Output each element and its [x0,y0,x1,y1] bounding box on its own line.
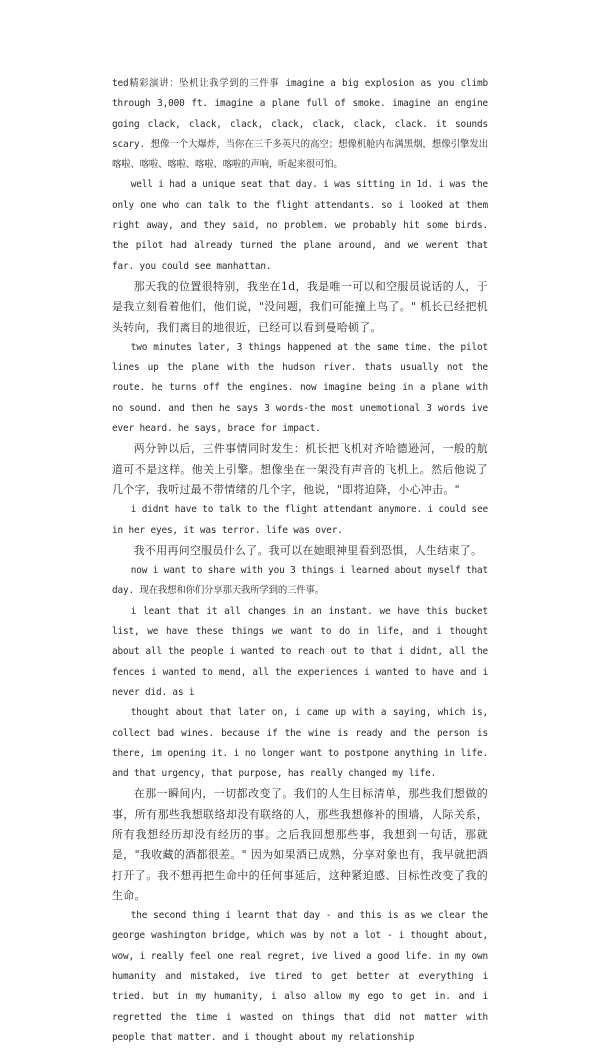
paragraph-terror: i didnt have to talk to the flight attendant anymore. i could see in her eyes, it was terror. life was over. [112,504,488,536]
paragraph-brace-for-impact-chinese: 两分钟以后，三件事情同时发生：机长把飞机对齐哈德逊河，一般的航道可不是这样。他关上引擎。想像坐在一架没有声音的飞机上。然后他说了几个字，我听过最不带情绪的几个字，他说，"即将迫降，小心冲击。" [112,442,488,496]
article-body [112,74,488,1048]
paragraph-bucket-list: i leant that it all changes in an instant. we have this bucket list, we have these things we want to do in life, and i thought about all the people i wanted to reach out to that i didnt, all the fences i wanted to mend, all the experiences i wanted to have and i never did. as i [112,605,488,698]
paragraph-seat-1d-chinese: 那天我的位置很特别，我坐在1d，我是唯一可以和空服员说话的人，于是我立刻看着他们，他们说，"没问题，我们可能撞上鸟了。" 机长已经把机头转向，我们离目的地很近，已经可以看到曼哈顿了。 [112,279,488,334]
paragraph-brace-for-impact: two minutes later, 3 things happened at the same time. the pilot lines up the plane with the hudson river. thats usually not the route. he turns off the engines. now imagine being in a plane with no sound. and then he says 3 words-the most unemotional 3 words ive ever heard. he says, brace for impact. [112,341,488,435]
paragraph-bucket-list-chinese: 在那一瞬间内，一切都改变了。我们的人生目标清单，那些我们想做的事，所有那些我想联络却没有联络的人，那些我想修补的围墙，人际关系，所有我想经历却没有经历的事。之后我回想那些事，我想到一句话，那就是，"我收藏的酒都很差。" 因为如果酒已成熟，分享对象也有，我早就把酒打开了。我不想再把生命中的任何事延后，这种紧迫感、目标性改变了我的生命。 [112,787,488,902]
paragraph-intro: ted精彩演讲：坠机让我学到的三件事 imagine a big explosion as you climb through 3,000 ft. imagine a plane full of smoke. imagine an engine going clack, clack, clack, clack, clack, clack, clack. it sounds scary. 想像一个大爆炸，当你在三千多英尺的高空；想像机舱内布满黑烟，想像引擎发出喀啦、喀啦、喀啦、喀啦、喀啦的声响，听起来很可怕。 [112,78,488,171]
paragraph-terror-chinese: 我不用再问空服员什么了。我可以在她眼神里看到恐惧，人生结束了。 [133,543,483,557]
paragraph-seat-1d: well i had a unique seat that day. i was sitting in 1d. i was the only one who can talk to the flight attendants. so i looked at them right away, and they said, no problem. we probably hit some birds. the pilot had already turned the plane around, and we werent that far. you could see manhattan. [112,179,488,272]
paragraph-collect-bad-wines: thought about that later on, i came up with a saying, which is, collect bad wines. because if the wine is ready and the person is there, im opening it. i no longer want to postpone anything in life. and that urgency, that purpose, has really changed my life. [112,707,488,780]
paragraph-three-things: now i want to share with you 3 things i learned about myself that day. 现在我想和你们分享那天我所学到的三件事。 [112,565,488,597]
paragraph-second-thing: the second thing i learnt that day - and this is as we clear the george washington bridge, which was by not a lot - i thought about, wow, i really feel one real regret, ive lived a good life. in my own humanity and mistaked, ive tired to get better at everything i tried. but in my humanity, i also allow my ego to get in. and i regretted the time i wasted on things that did not matter with people that matter. and i thought about my relationship [112,910,488,1043]
